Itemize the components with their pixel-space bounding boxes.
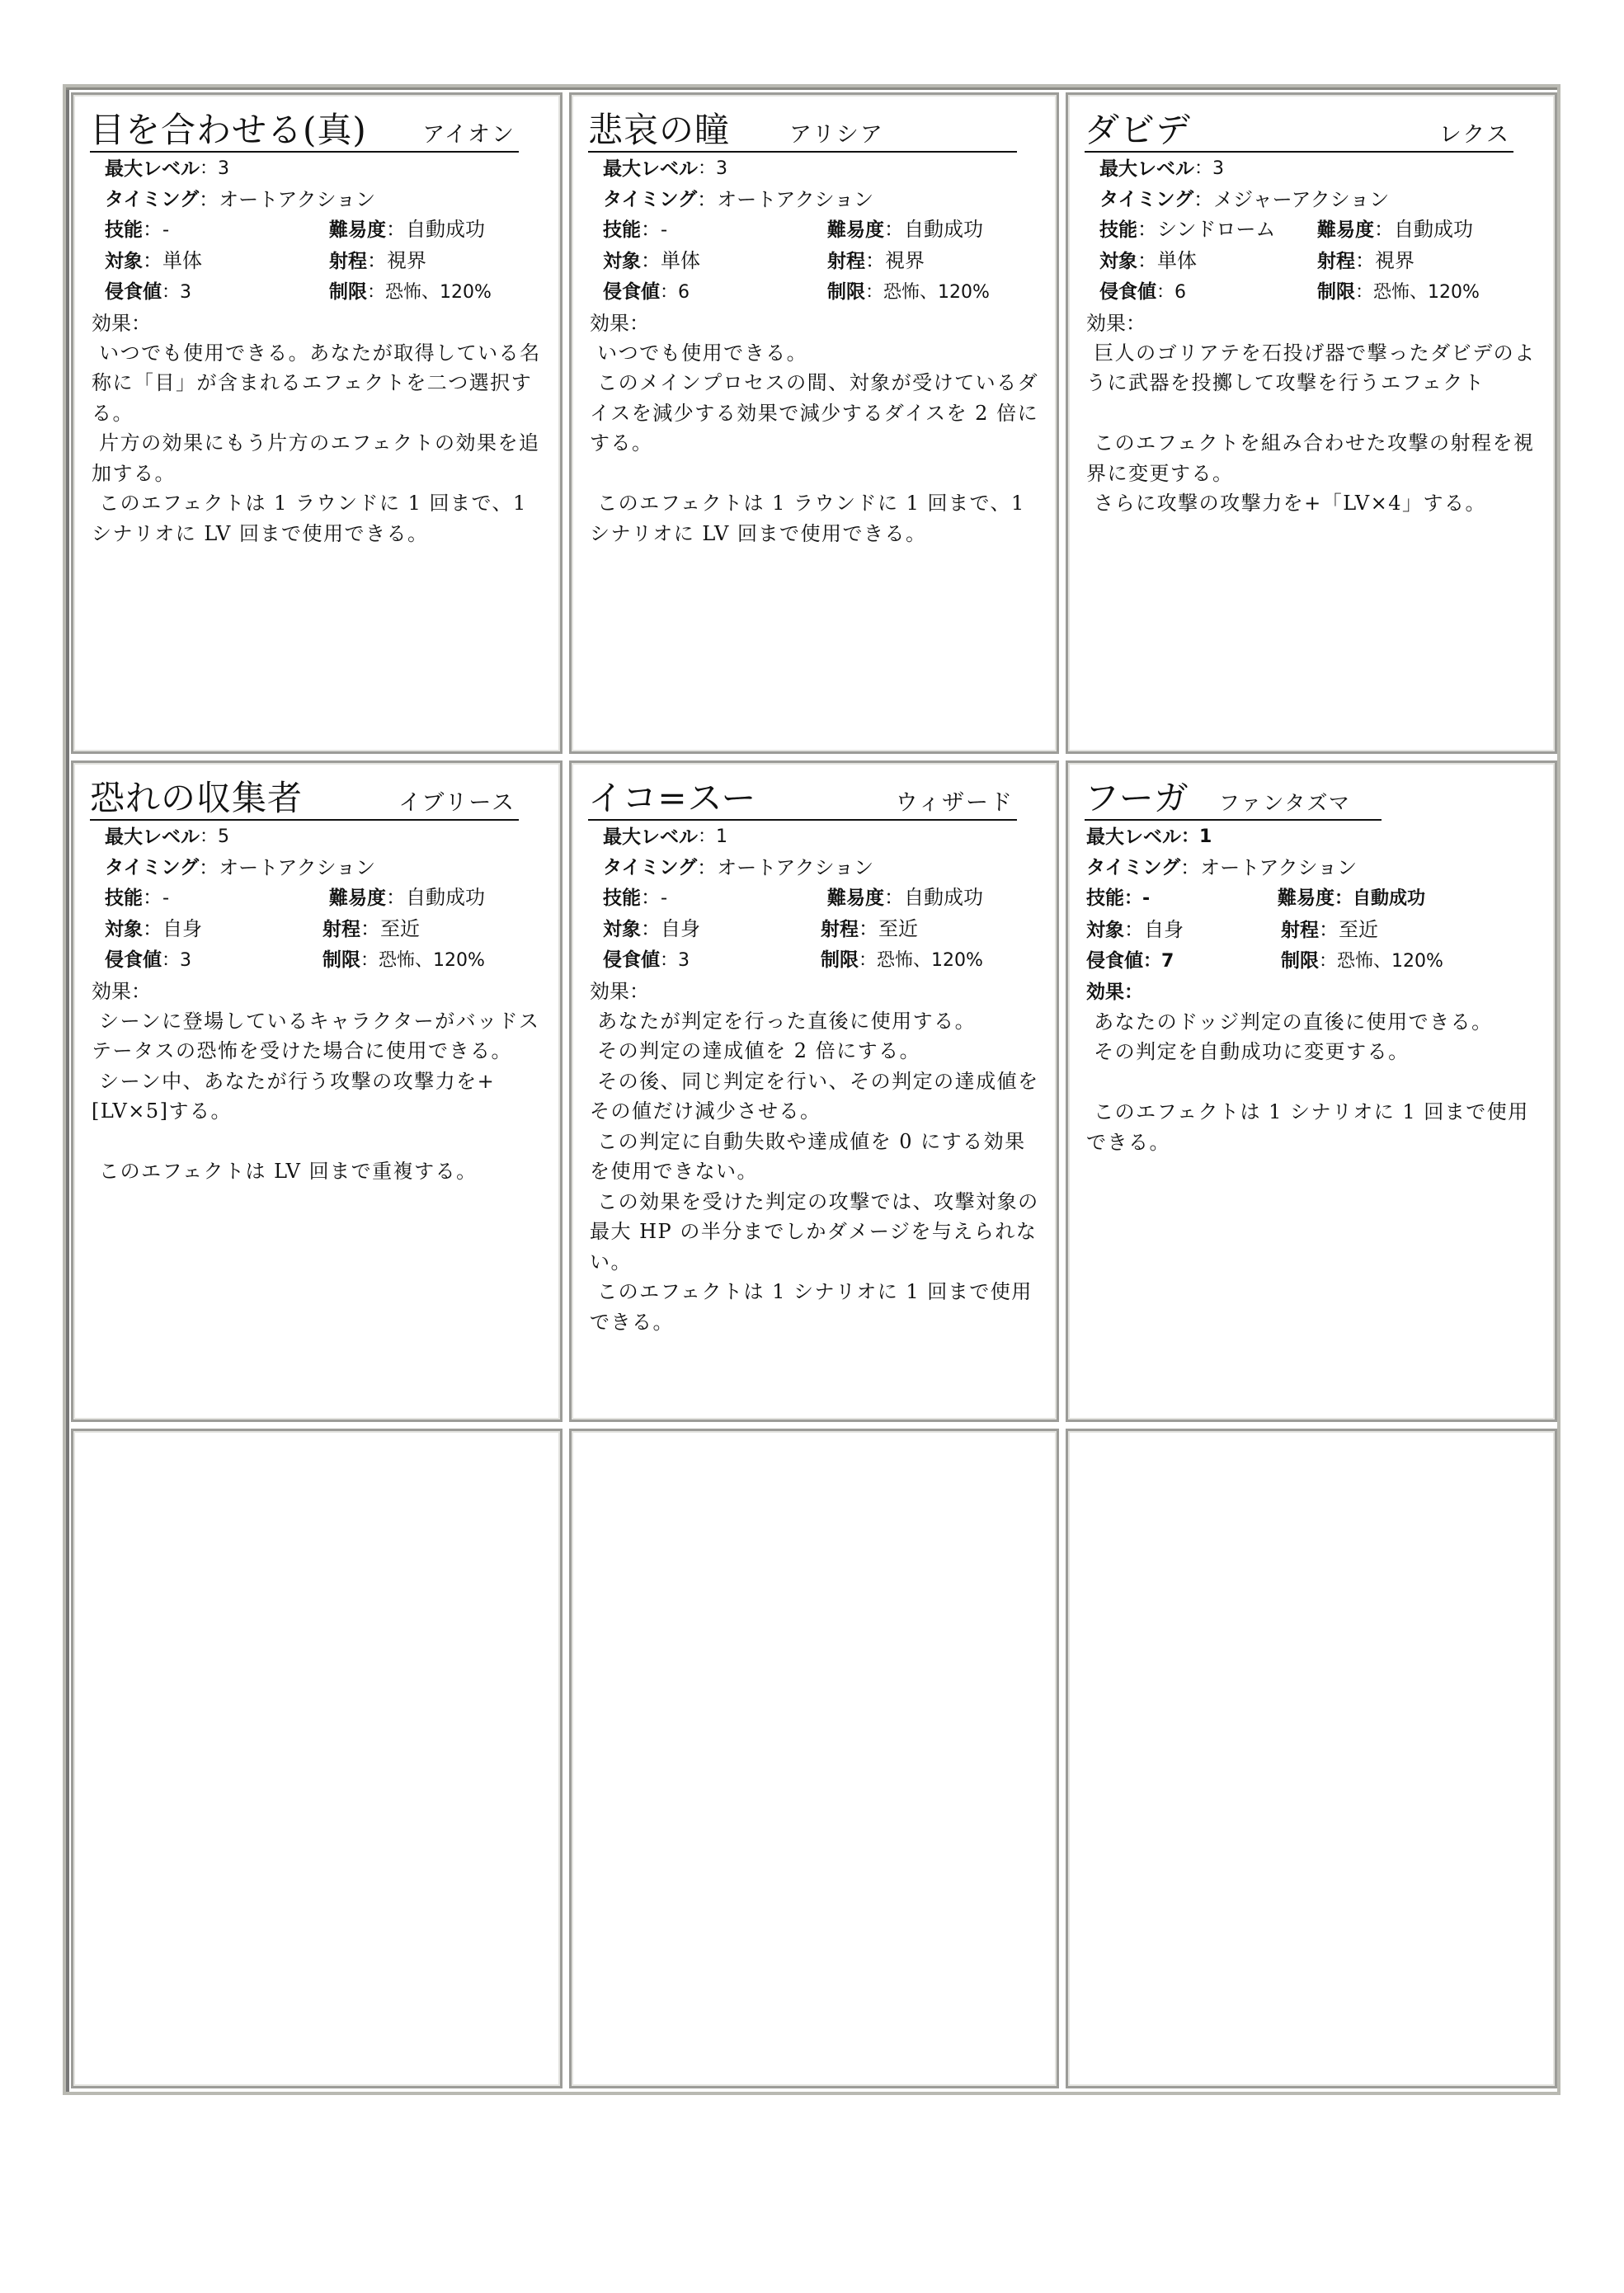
max-level-label: 最大レベル bbox=[1086, 826, 1181, 848]
empty-card bbox=[1066, 1429, 1557, 2088]
effect-card bbox=[71, 760, 563, 1422]
target-label: 対象 bbox=[1099, 250, 1137, 272]
card-title-row bbox=[1085, 103, 1513, 153]
skill-value: ：- bbox=[143, 218, 170, 241]
effect-label: 効果： bbox=[1086, 981, 1143, 1003]
limit-label: 制限 bbox=[329, 281, 367, 303]
range-value: ：至近 bbox=[1319, 917, 1378, 941]
erosion-label: 侵食値 bbox=[105, 281, 162, 303]
card-name: イコ=スー bbox=[588, 778, 757, 818]
card-owner: イブリース bbox=[398, 790, 515, 816]
effect-label: 効果： bbox=[92, 979, 151, 1003]
card-owner: レクス bbox=[1438, 122, 1510, 148]
card-name: 恐れの収集者 bbox=[90, 778, 304, 818]
max-level-value: ：1 bbox=[1181, 826, 1212, 847]
card-owner: アリシア bbox=[789, 122, 884, 148]
timing-value: ：メジャーアクション bbox=[1193, 187, 1390, 211]
card-name: フーガ bbox=[1085, 778, 1189, 818]
timing-value: ：オートアクション bbox=[1180, 855, 1358, 879]
skill-label: 技能 bbox=[603, 888, 641, 909]
range-label: 射程 bbox=[821, 918, 859, 940]
difficulty-label: 難易度 bbox=[1317, 219, 1374, 241]
effect-card bbox=[569, 760, 1059, 1422]
limit-value: ：恐怖、120% bbox=[367, 282, 492, 303]
card-grid bbox=[71, 92, 1556, 2090]
target-label: 対象 bbox=[603, 250, 641, 272]
erosion-label: 侵食値 bbox=[1099, 281, 1156, 303]
effect-label: 効果： bbox=[1086, 311, 1146, 335]
empty-card bbox=[71, 1429, 563, 2088]
range-label: 射程 bbox=[329, 250, 367, 272]
timing-label: タイミング bbox=[105, 188, 200, 210]
timing-value: ：オートアクション bbox=[199, 187, 376, 211]
timing-value: ：オートアクション bbox=[199, 855, 376, 879]
limit-label: 制限 bbox=[1317, 281, 1355, 303]
range-label: 射程 bbox=[827, 250, 865, 272]
target-value: ：自身 bbox=[641, 916, 700, 940]
max-level-label: 最大レベル bbox=[105, 826, 200, 848]
effect-label: 効果： bbox=[590, 979, 649, 1003]
timing-label: タイミング bbox=[105, 856, 200, 878]
range-value: ：視界 bbox=[865, 248, 925, 272]
skill-label: 技能 bbox=[105, 888, 143, 909]
difficulty-value: ：自動成功 bbox=[1374, 218, 1473, 241]
target-label: 対象 bbox=[1086, 919, 1124, 941]
erosion-value: ：3 bbox=[162, 282, 191, 303]
skill-value: ：- bbox=[641, 218, 668, 241]
max-level-label: 最大レベル bbox=[105, 158, 200, 180]
range-value: ：視界 bbox=[1355, 248, 1415, 272]
limit-label: 制限 bbox=[322, 949, 360, 971]
timing-label: タイミング bbox=[1086, 856, 1181, 878]
target-value: ：単体 bbox=[143, 248, 202, 272]
range-label: 射程 bbox=[1281, 919, 1319, 941]
effect-card-sheet bbox=[63, 84, 1560, 2095]
target-label: 対象 bbox=[603, 918, 641, 940]
skill-value: ：シンドローム bbox=[1137, 218, 1276, 241]
card-title-row bbox=[90, 771, 519, 821]
erosion-label: 侵食値 bbox=[105, 949, 162, 971]
target-value: ：自身 bbox=[1124, 917, 1184, 941]
timing-value: ：オートアクション bbox=[697, 855, 874, 879]
difficulty-value: ：自動成功 bbox=[884, 218, 983, 241]
difficulty-value: ：自動成功 bbox=[1335, 888, 1426, 909]
card-owner: アイオン bbox=[422, 122, 515, 148]
erosion-value: ：6 bbox=[1156, 282, 1186, 303]
empty-card bbox=[569, 1429, 1059, 2088]
max-level-value: ：5 bbox=[200, 826, 229, 847]
max-level-value: ：3 bbox=[1194, 158, 1224, 179]
effect-text: あなたのドッジ判定の直後に使用できる。 その判定を自動成功に変更する。 このエフェクトは 1 シナリオに 1 回まで使用できる。 bbox=[1086, 1010, 1529, 1154]
card-stats bbox=[1086, 822, 1542, 977]
card-title-row bbox=[90, 103, 519, 153]
effect-card bbox=[569, 92, 1059, 754]
difficulty-value: ：自動成功 bbox=[884, 886, 983, 909]
effect-card bbox=[1066, 92, 1557, 754]
max-level-value: ：1 bbox=[698, 826, 727, 847]
target-label: 対象 bbox=[105, 250, 143, 272]
card-stats bbox=[92, 154, 547, 308]
erosion-label: 侵食値 bbox=[603, 949, 660, 971]
erosion-value: ：7 bbox=[1143, 951, 1174, 972]
card-title-row bbox=[588, 771, 1017, 821]
timing-label: タイミング bbox=[603, 856, 698, 878]
card-stats bbox=[92, 822, 547, 977]
difficulty-label: 難易度 bbox=[827, 888, 884, 909]
target-value: ：単体 bbox=[1137, 248, 1197, 272]
range-value: ：至近 bbox=[859, 916, 918, 940]
erosion-value: ：6 bbox=[660, 282, 690, 303]
erosion-label: 侵食値 bbox=[603, 281, 660, 303]
erosion-label: 侵食値 bbox=[1086, 950, 1143, 972]
card-stats bbox=[590, 154, 1043, 308]
card-owner: ウィザード bbox=[895, 790, 1014, 816]
difficulty-label: 難易度 bbox=[329, 888, 386, 909]
range-value: ：至近 bbox=[360, 916, 420, 940]
card-name: ダビデ bbox=[1085, 110, 1192, 150]
limit-label: 制限 bbox=[821, 949, 859, 971]
difficulty-value: ：自動成功 bbox=[386, 218, 485, 241]
effect-text: いつでも使用できる。 このメインプロセスの間、対象が受けているダイスを減少する効果で減少するダイスを 2 倍にする。 このエフェクトは 1 ラウンドに 1 回まで、1 シナリオに LV 回まで使用できる。 bbox=[590, 341, 1039, 545]
limit-value: ：恐怖、120% bbox=[865, 282, 990, 303]
card-stats bbox=[1086, 154, 1542, 308]
effect-text: 巨人のゴリアテを石投げ器で撃ったダビデのように武器を投擲して攻撃を行うエフェクト このエフェクトを組み合わせた攻撃の射程を視界に変更する。 さらに攻撃の攻撃力を+「LV×4」する。 bbox=[1086, 341, 1536, 515]
effect-label: 効果： bbox=[92, 311, 151, 335]
target-value: ：自身 bbox=[143, 916, 202, 940]
card-stats bbox=[590, 822, 1043, 977]
limit-value: ：恐怖、120% bbox=[360, 950, 485, 971]
effect-text: あなたが判定を行った直後に使用する。 その判定の達成値を 2 倍にする。 その後、同じ判定を行い、その判定の達成値をその値だけ減少させる。 この判定に自動失敗や達成値を 0 にする効果を使用できない。 この効果を受けた判定の攻撃では、攻撃対象の最大 HP の半分までしかダメージを与えられない。 このエフェクトは 1 シナリオに 1 回まで使用できる。 bbox=[590, 1009, 1039, 1334]
difficulty-value: ：自動成功 bbox=[386, 886, 485, 909]
erosion-value: ：3 bbox=[162, 950, 191, 971]
limit-label: 制限 bbox=[1281, 950, 1319, 972]
effect-text: シーンに登場しているキャラクターがバッドステータスの恐怖を受けた場合に使用できる。 シーン中、あなたが行う攻撃の攻撃力を+[LV×5]する。 このエフェクトは LV 回まで重複する。 bbox=[92, 1009, 540, 1183]
card-name: 悲哀の瞳 bbox=[588, 110, 731, 150]
timing-value: ：オートアクション bbox=[697, 187, 874, 211]
difficulty-label: 難易度 bbox=[1278, 888, 1335, 909]
card-name: 目を合わせる(真) bbox=[90, 110, 367, 150]
skill-label: 技能 bbox=[1086, 888, 1124, 909]
card-owner: ファンタズマ bbox=[1218, 791, 1351, 815]
target-label: 対象 bbox=[105, 918, 143, 940]
range-label: 射程 bbox=[322, 918, 360, 940]
skill-value: ：- bbox=[143, 886, 170, 909]
card-title-row bbox=[588, 103, 1017, 153]
card-title-row bbox=[1085, 771, 1382, 821]
difficulty-label: 難易度 bbox=[827, 219, 884, 241]
max-level-label: 最大レベル bbox=[603, 158, 698, 180]
max-level-label: 最大レベル bbox=[1099, 158, 1194, 180]
max-level-value: ：3 bbox=[200, 158, 229, 179]
target-value: ：単体 bbox=[641, 248, 700, 272]
skill-label: 技能 bbox=[105, 219, 143, 241]
max-level-label: 最大レベル bbox=[603, 826, 698, 848]
max-level-value: ：3 bbox=[698, 158, 727, 179]
range-label: 射程 bbox=[1317, 250, 1355, 272]
timing-label: タイミング bbox=[1099, 188, 1194, 210]
limit-label: 制限 bbox=[827, 281, 865, 303]
effect-text: いつでも使用できる。あなたが取得している名称に「目」が含まれるエフェクトを二つ選択する。 片方の効果にもう片方のエフェクトの効果を追加する。 このエフェクトは 1 ラウンドに 1 回まで、1 シナリオに LV 回まで使用できる。 bbox=[92, 341, 541, 545]
skill-label: 技能 bbox=[1099, 219, 1137, 241]
effect-card bbox=[1066, 760, 1557, 1422]
difficulty-label: 難易度 bbox=[329, 219, 386, 241]
limit-value: ：恐怖、120% bbox=[859, 950, 983, 971]
erosion-value: ：3 bbox=[660, 950, 690, 971]
effect-card bbox=[71, 92, 563, 754]
limit-value: ：恐怖、120% bbox=[1355, 282, 1480, 303]
skill-label: 技能 bbox=[603, 219, 641, 241]
timing-label: タイミング bbox=[603, 188, 698, 210]
limit-value: ：恐怖、120% bbox=[1319, 951, 1443, 972]
range-value: ：視界 bbox=[367, 248, 426, 272]
skill-value: ：- bbox=[1124, 888, 1151, 909]
effect-label: 効果： bbox=[590, 311, 649, 335]
skill-value: ：- bbox=[641, 886, 668, 909]
